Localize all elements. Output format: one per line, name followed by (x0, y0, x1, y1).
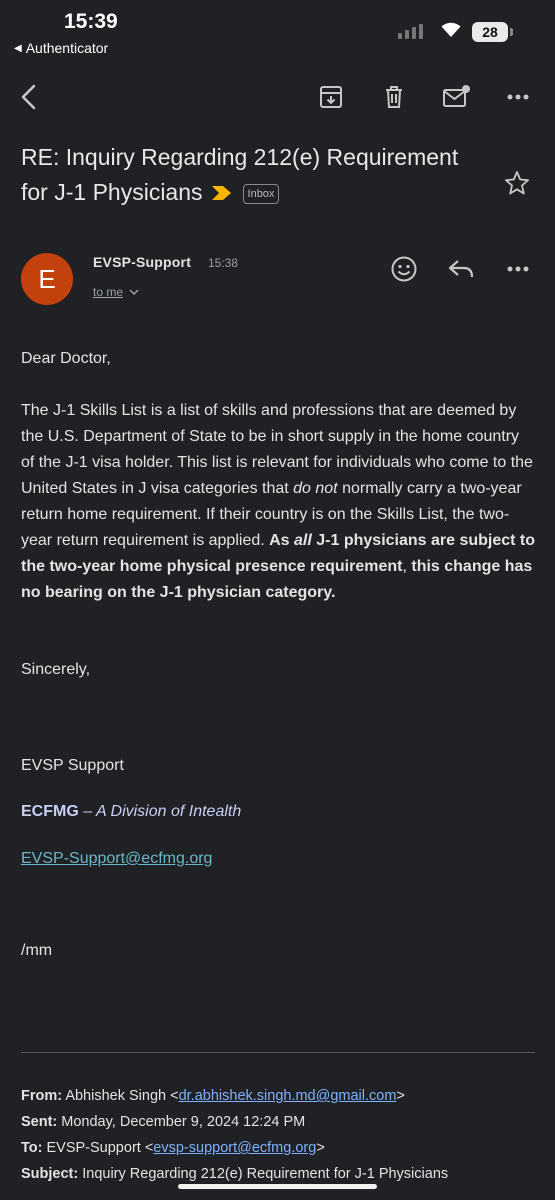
email-subject (21, 140, 491, 211)
sender-initials: /mm (21, 942, 53, 959)
mark-unread-icon[interactable] (439, 80, 473, 114)
message-more-icon[interactable] (501, 252, 535, 286)
subject-label: Subject: (21, 1166, 79, 1182)
signature-email-link[interactable]: EVSP-Support@ecfmg.org (21, 850, 213, 867)
trash-icon[interactable] (377, 80, 411, 114)
sender-name: EVSP-Support (93, 254, 192, 270)
back-app-label: Authenticator (25, 40, 109, 56)
sent-value: Monday, December 9, 2024 12:24 PM (57, 1114, 306, 1130)
subject-value: Inquiry Regarding 212(e) Requirement for J-1 Physicians (78, 1166, 449, 1182)
to-me-label: to me (93, 285, 124, 299)
home-indicator[interactable] (178, 1184, 377, 1189)
emoji-reaction-icon[interactable] (387, 252, 421, 286)
quoted-header (21, 1083, 448, 1187)
sent-time: 15:38 (208, 256, 239, 270)
sent-label: Sent: (21, 1114, 58, 1130)
inbox-label-chip[interactable]: Inbox (243, 184, 280, 204)
signature-org (21, 799, 536, 825)
org-dash: – (78, 803, 96, 820)
closing: Sincerely, (21, 661, 91, 678)
signature-name: EVSP Support (21, 757, 124, 774)
avatar[interactable]: E (21, 253, 73, 305)
p1-comma: , (402, 558, 412, 575)
to-email-link[interactable]: evsp-support@ecfmg.org (153, 1140, 317, 1156)
p1-bold-a: As (269, 532, 295, 549)
to-name: EVSP-Support < (42, 1140, 154, 1156)
quoted-sent-row (21, 1109, 448, 1135)
from-close: > (396, 1088, 405, 1104)
org-division: A Division of Intealth (95, 803, 242, 820)
greeting: Dear Doctor, (21, 350, 111, 367)
cellular-signal-icon (398, 24, 423, 39)
org-name: ECFMG (21, 803, 79, 820)
more-vert-icon[interactable] (501, 80, 535, 114)
chevron-down-icon (129, 289, 139, 295)
back-triangle-icon: ◀ (14, 42, 22, 54)
status-time: 15:39 (64, 10, 118, 33)
recipient-details-toggle[interactable] (93, 285, 139, 299)
from-email-link[interactable]: dr.abhishek.singh.md@gmail.com (178, 1088, 397, 1104)
quote-divider (21, 1052, 535, 1053)
to-label: To: (21, 1140, 43, 1156)
back-to-app-link[interactable] (14, 40, 108, 56)
quoted-from-row (21, 1083, 448, 1109)
arrow-left-icon[interactable] (12, 80, 46, 114)
p1-text-a: The J-1 Skills List is a list of skills and professions that are deemed by the U.S. Department of State to be in short supply in the home country of the J-1 visa holder. This list is relevant for individuals who come to the United States in J visa categories that (21, 402, 533, 497)
p1-bold-b: J-1 physicians are subject to the two-year home physical presence requirement (21, 532, 536, 575)
quoted-to-row (21, 1135, 448, 1161)
subject-text: RE: Inquiry Regarding 212(e) Requirement for J-1 Physicians (21, 144, 459, 205)
battery-icon: 28 (472, 22, 508, 42)
archive-icon[interactable] (314, 80, 348, 114)
important-label-icon[interactable] (211, 176, 233, 211)
body-paragraph (21, 398, 536, 606)
p1-text-b: normally carry a two-year return home requirement. If their country is on the Skills List, the two-year return requirement is applied. (21, 480, 522, 549)
from-name: Abhishek Singh < (62, 1088, 179, 1104)
reply-icon[interactable] (444, 252, 478, 286)
star-icon[interactable] (504, 170, 530, 201)
p1-bold-emphasis: all (294, 532, 312, 549)
p1-bold-c: this change has no bearing on the J-1 physician category. (21, 558, 533, 601)
email-body (21, 346, 536, 964)
battery-tip (510, 28, 513, 36)
to-close: > (316, 1140, 325, 1156)
p1-emphasis: do not (293, 480, 338, 497)
from-label: From: (21, 1088, 63, 1104)
wifi-icon (440, 20, 462, 43)
